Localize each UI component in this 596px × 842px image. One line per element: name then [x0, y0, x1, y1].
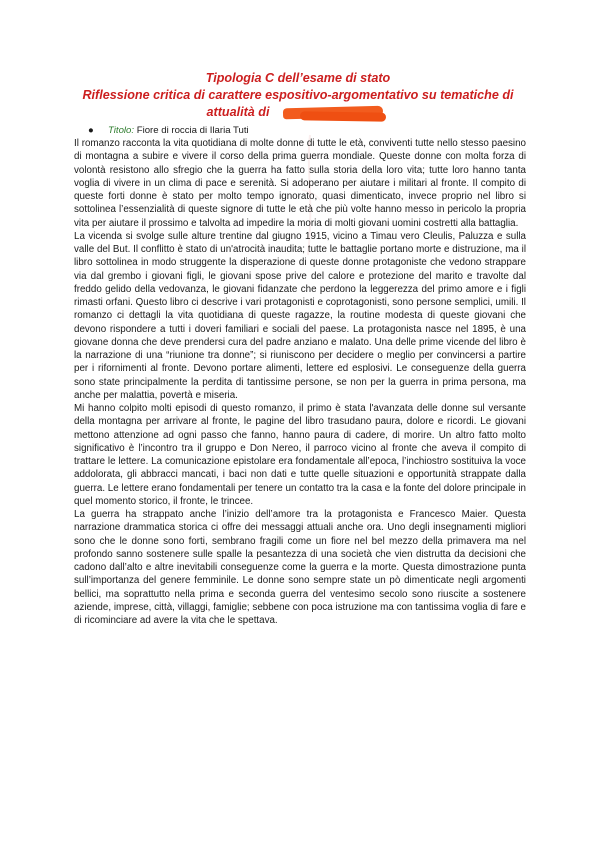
heading-line-2: Riflessione critica di carattere espositivo-argomentativo su tematiche di — [82, 88, 514, 102]
redaction-scribble-overlap — [300, 111, 386, 121]
title-label: Titolo: — [108, 125, 135, 136]
heading-line-1: Tipologia C dell’esame di stato — [205, 71, 391, 85]
bullet-icon: ● — [88, 125, 94, 136]
paragraph: Il romanzo racconta la vita quotidiana di molte donne di tutte le età, conviventi tutte nello stesso paesino di montagna a subire e vivere il corso della prima guerra mondiale. Queste donne con molta forza di volontà resistono allo sfregio che la guerra ha fatto sulla storia della loro vita; tutte loro hanno tanta voglia di vivere in un clima di pace e serenità. Si adoperano per aiutare i militari al fronte. Il compito di queste forti donne è stato per molto tempo ignorato, quasi dimenticato, invece proprio nel libro si sottolinea l’essenzialità di queste signore di tutte le età che più volte hanno messo in pericolo la propria vita per aiutare il prossimo e talvolta ad impedire la moria di molti giovani uomini costretti alla battaglia. — [74, 138, 526, 229]
paragraph: Mi hanno colpito molti episodi di questo romanzo, il primo è stata l'avanzata delle donne sul versante della montagna per arrivare al fronte, le pagine del libro trasudano paura, dolore e ricordi. Le giovani mettono attenzione ad ogni passo che fanno, hanno paura di cadere, di morire. Un altro fatto molto significativo è l’incontro tra il gruppo e Don Nereo, il parroco vicino al fronte che aveva il compito di trattare le lettere. La comunicazione epistolare era fondamentale all’epoca, l’inchiostro sostituiva la voce addolorata, gli abbracci mancati, i baci non dati e tutte quelle situazioni e opportunità strappate dalla guerra. Le lettere erano fondamentali per tenere un contatto tra la casa e la fonte del dolore principale in quel momento storico, il fronte, le trincee. — [74, 403, 526, 507]
heading-line-3-text: attualità di — [206, 105, 270, 119]
paragraph: La vicenda si svolge sulle alture trentine dal giugno 1915, vicino a Timau vero Cleulis, Paluzza e sulla valle del But. Il conflitto è stato di un'atrocità inaudita; tutte le battaglie portano morte e distruzione, ma il libro sottolinea in modo struggente la disperazione di queste donne protagoniste che vedono strappare via dal grembo i giovani figli, le giovani spose prive del calore e protezione del marito e travolte dal freddo gelido della vedovanza, le giovani fidanzate che perdono la leggerezza del primo amore e i figli rimasti orfani. Questo libro ci descrive i vari protagonisti e coprotagonisti, sono persone semplici, umili. Il romanzo ci dettagli la vita quotidiana di queste ragazze, la routine modesta di queste giovani che devono rispondere a tutti i doveri familiari e sociali del paese. La protagonista nasce nel 1895, è una giovane donna che deve prendersi cura del padre anziano e malato. Una delle prime vicende del libro è la narrazione di una “riunione tra donne”; si riuniscono per decidere o meglio per convincersi a partire per i rifornimenti al fronte. Devono portare alimenti, lettere ed esplosivi. Le conseguenze della guerra sono state principalmente la perdita di tantissime persone, se non per la guerra in prima persona, ma anche per malattia, povertà e miseria. — [74, 230, 526, 401]
paragraph: La guerra ha strappato anche l’inizio dell’amore tra la protagonista e Francesco Maier. Questa narrazione drammatica storica ci offre dei messaggi attuali anche ora. Uno degli insegnamenti migliori sono che le donne sono forti, sembrano fragili come un fiore nel bel mezzo della primavera ma nel profondo sanno sostenere sulle spalle la pesantezza di una società che vien distrutta da decisioni che cadono dall’alto e altre inevitabili conseguenze come la guerra e la morte. Questa dimostrazione punta sull’importanza del genere femminile. Le donne sono sempre state un pò dimenticate negli argomenti bellici, ma soprattutto nella prima e seconda guerra del ventesimo secolo sono riuscite a sostenere aziende, imprese, città, villaggi, famiglie; sebbene con poca istruzione ma con tantissima voglia di fare e di ricominciare ad avere la vita che le spettava. — [74, 509, 526, 626]
essay-body — [74, 137, 526, 627]
title-bullet — [88, 124, 249, 137]
book-title: Fiore di roccia di Ilaria Tuti — [136, 125, 249, 136]
